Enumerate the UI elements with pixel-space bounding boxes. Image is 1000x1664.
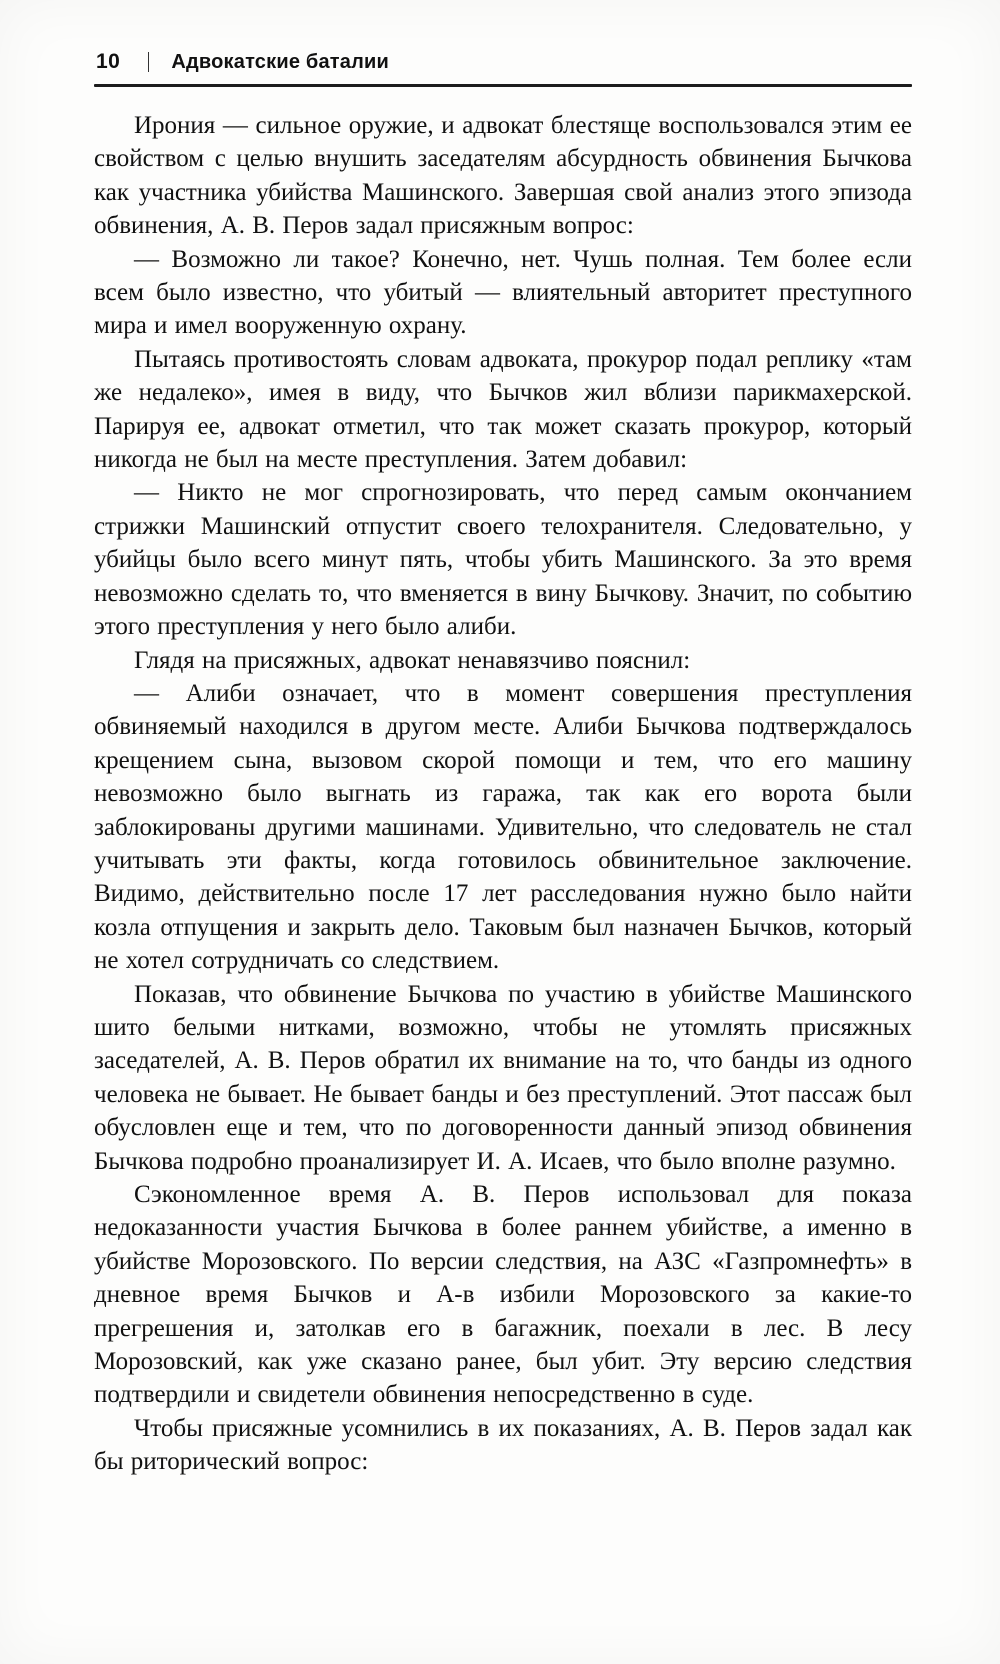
paragraph: Чтобы присяжные усомнились в их показаниях, А. В. Перов задал как бы риторический вопрос:: [94, 1414, 912, 1476]
header-divider-bar: [148, 52, 149, 72]
page-header: [94, 50, 912, 74]
header-rule: [94, 84, 912, 87]
paragraph: Сэкономленное время А. В. Перов использовал для показа недоказанности участия Бычкова в более раннем убийстве, а именно в убийстве Морозовского. По версии следствия, на АЗС «Газпромнефть» в дневное время Бычков и А-в избили Морозовского за какие-то прегрешения и, затолкав его в багажник, поехали в лес. В лесу Морозовский, как уже сказано ранее, был убит. Эту версию следствия подтвердили и свидетели обвинения непосредственно в суде.: [94, 1181, 912, 1409]
paragraph: Ирония — сильное оружие, и адвокат блестяще воспользовался этим ее свойством с целью внушить заседателям абсурдность обвинения Бычкова как участника убийства Машинского. Завершая свой анализ этого эпизода обвинения, А. В. Перов задал присяжным вопрос:: [94, 112, 912, 240]
paragraph: Пытаясь противостоять словам адвоката, прокурор подал реплику «там же недалеко», имея в виду, что Бычков жил вблизи парикмахерской. Парируя ее, адвокат отметил, что так может сказать прокурор, который никогда не был на месте преступления. Затем добавил:: [94, 345, 912, 474]
page-body: [94, 109, 912, 1479]
paragraph: — Алиби означает, что в момент совершения преступления обвиняемый находился в другом месте. Алиби Бычкова подтверждалось крещением сына, вызовом скорой помощи и тем, что его машину невозможно было выгнать из гаража, так как его ворота были заблокированы другими машинами. Удивительно, что следователь не стал учитывать эти факты, когда готовилось обвинительное заключение. Видимо, действительно после 17 лет расследования нужно было найти козла отпущения и закрыть дело. Таковым был назначен Бычков, который не хотел сотрудничать со следствием.: [94, 679, 912, 975]
paragraph: — Никто не мог спрогнозировать, что перед самым окончанием стрижки Машинский отпустит своего телохранителя. Следовательно, у убийцы было всего минут пять, чтобы убить Машинского. За это время невозможно сделать то, что вменяется в вину Бычкову. Значит, по событию этого преступления у него было алиби.: [94, 479, 912, 641]
paragraph: — Возможно ли такое? Конечно, нет. Чушь полная. Тем более если всем было известно, что убитый — влиятельный авторитет преступного мира и имел вооруженную охрану.: [94, 245, 912, 340]
paragraph: Показав, что обвинение Бычкова по участию в убийстве Машинского шито белыми нитками, возможно, чтобы не утомлять присяжных заседателей, А. В. Перов обратил их внимание на то, что банды из одного человека не бывает. Не бывает банды и без преступлений. Этот пассаж был обусловлен еще и тем, что по договоренности данный эпизод обвинения Бычкова подробно проанализирует И. А. Исаев, что было вполне разумно.: [94, 980, 912, 1175]
page-number: 10: [96, 50, 121, 73]
running-title: Адвокатские баталии: [171, 51, 390, 73]
paragraph: Глядя на присяжных, адвокат ненавязчиво пояснил:: [134, 646, 691, 674]
